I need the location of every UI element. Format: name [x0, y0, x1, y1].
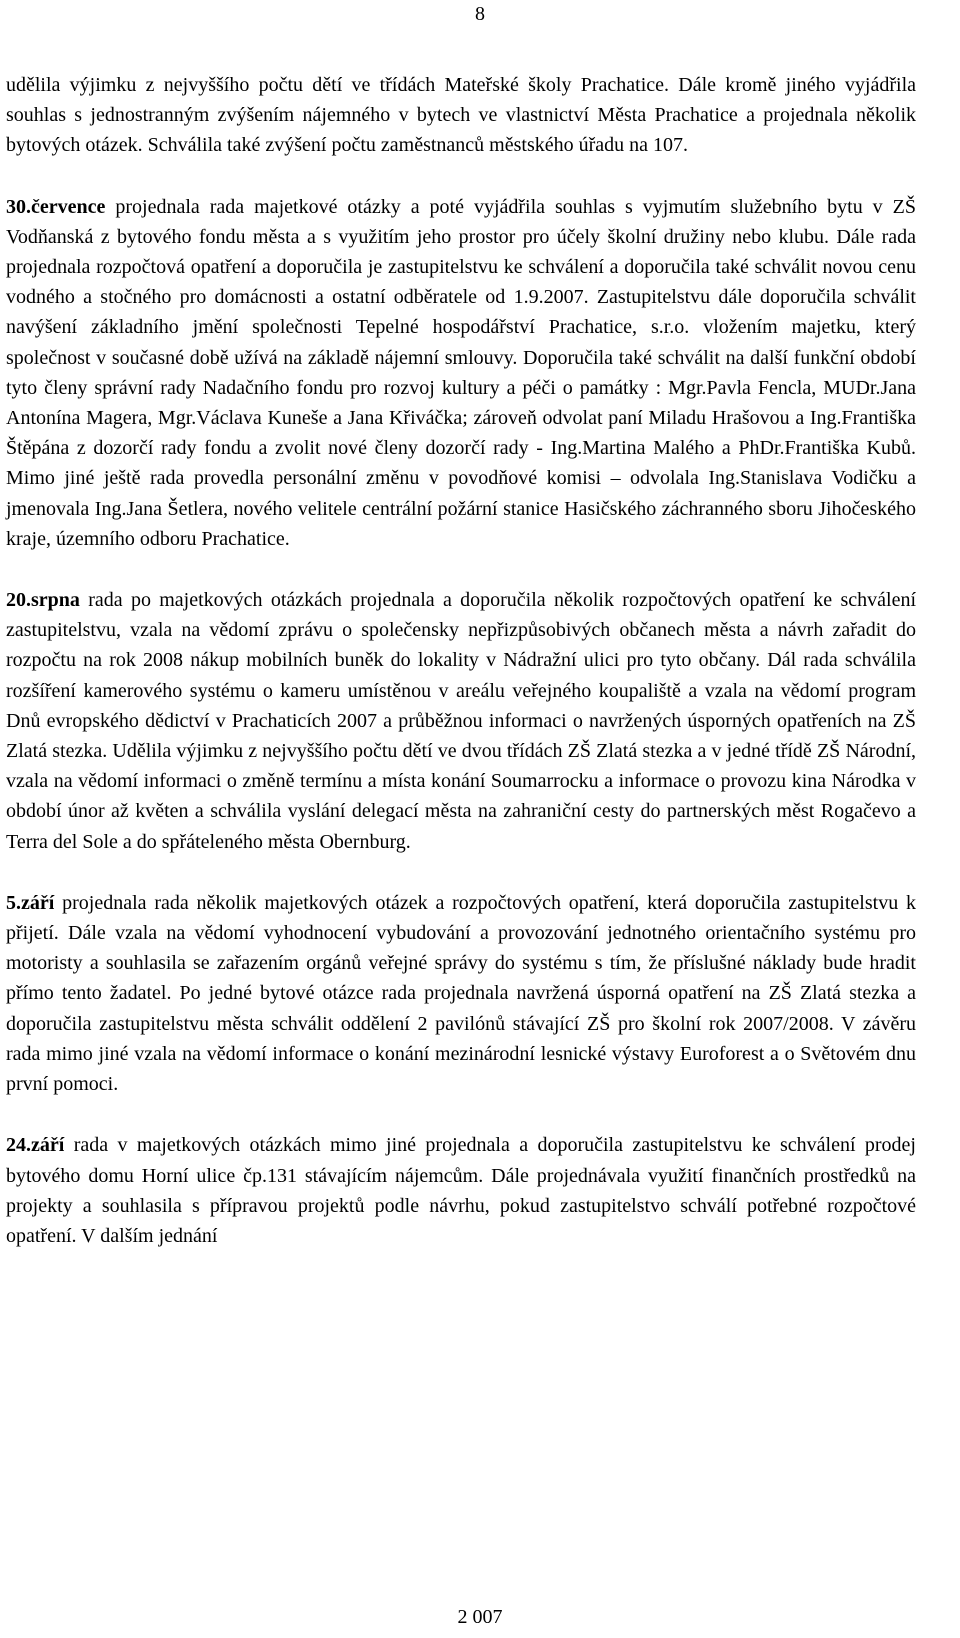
paragraph: [6, 70, 916, 161]
paragraph-date: 20.srpna: [6, 589, 80, 612]
paragraph-text: rada po majetkových otázkách projednala a doporučila několik rozpočtových opatření ke schválení zastupitelstvu, vzala na vědomí zprávu o společensky nepřizpůsobivých občanech města a návrh zařadit do rozpočtu na rok 2008 nákup mobilních buněk do lokality v Nádražní ulici pro tyto občany. Dál rada schválila rozšíření kamerového systému o kameru umístěnou v areálu veřejného koupaliště a vzala na vědomí program Dnů evropského dědictví v Prachaticích 2007 a průběžnou informaci o navržených úsporných opatřeních na ZŠ Zlatá stezka. Udělila výjimku z nejvyššího počtu dětí ve dvou třídách ZŠ Zlatá stezka a v jedné třídě ZŠ Národní, vzala na vědomí informaci o změně termínu a místa konání Soumarrocku a informace o provozu kina Národka v období únor až květen a schválila vyslání delegací města na zahraniční cesty do partnerských měst Rogačevo a Terra del Sole a do spřáteleného města Obernburg.: [6, 589, 916, 853]
document-body: [6, 70, 916, 1282]
paragraph-text: projednala rada několik majetkových otázek a rozpočtových opatření, která doporučila zastupitelstvu k přijetí. Dále vzala na vědomí vyhodnocení vybudování a provozování jednotného orientačního systému pro motoristy a souhlasila se zařazením orgánů veřejné správy do systému s tím, že příslušné náklady bude hradit přímo tento žadatel. Po jedné bytové otázce rada projednala navržená úsporná opatření na ZŠ Zlatá stezka a doporučila zastupitelstvu města schválit oddělení 2 pavilónů stávající ZŠ pro školní rok 2007/2008. V závěru rada mimo jiné vzala na vědomí informace o konání mezinárodní lesnické výstavy Euroforest a o Světovém dnu první pomoci.: [6, 891, 916, 1096]
paragraph-date: 24.září: [6, 1134, 65, 1157]
paragraph-date: 30.července: [6, 195, 106, 218]
paragraph: [6, 1130, 916, 1251]
paragraph-text: projednala rada majetkové otázky a poté vyjádřila souhlas s vyjmutím služebního bytu v ZŠ Vodňanská z bytového fondu města a s využitím jeho prostor pro účely školní družiny nebo klubu. Dále rada projednala rozpočtová opatření a doporučila je zastupitelstvu ke schválení a doporučila také schválit novou cenu vodného a stočného pro domácnosti a ostatní odběratele od 1.9.2007. Zastupitelstvu dále doporučila schválit navýšení základního jmění společnosti Tepelné hospodářství Prachatice, s.r.o. vložením majetku, který společnost v současné době užívá na základě nájemní smlouvy. Doporučila také schválit na další funkční období tyto členy správní rady Nadačního fondu pro rozvoj kultury a péči o památky : Mgr.Pavla Fencla, MUDr.Jana Antonína Magera, Mgr.Václava Kuneše a Jana Křiváčka; zároveň odvolat paní Miladu Hrašovou a Ing.Františka Štěpána z dozorčí rady fondu a zvolit nové členy dozorčí rady - Ing.Martina Malého a PhDr.Františka Kubů. Mimo jiné ještě rada provedla personální změnu v povodňové komisi – odvolala Ing.Stanislava Vodičku a jmenovala Ing.Jana Šetlera, nového velitele centrální požární stanice Hasičského záchranného sboru Jihočeského kraje, územního odboru Prachatice.: [6, 195, 916, 550]
page-footer: 2 007: [457, 1606, 503, 1628]
paragraph-text: udělila výjimku z nejvyššího počtu dětí ve třídách Mateřské školy Prachatice. Dále kromě jiného vyjádřila souhlas s jednostranným zvýšením nájemného v bytech ve vlastnictví Města Prachatice a projednala několik bytových otázek. Schválila také zvýšení počtu zaměstnanců městského úřadu na 107.: [6, 74, 916, 157]
paragraph-date: 5.září: [6, 891, 55, 914]
page-number: 8: [475, 3, 485, 25]
paragraph: [6, 888, 916, 1099]
paragraph-text: rada v majetkových otázkách mimo jiné projednala a doporučila zastupitelstvu ke schválení prodej bytového domu Horní ulice čp.131 stávajícím nájemcům. Dále projednávala využití finančních prostředků na projekty a souhlasila s přípravou projektů podle návrhu, pokud zastupitelstvo schválí potřebné rozpočtové opatření. V dalším jednání: [6, 1134, 916, 1247]
paragraph: [6, 192, 916, 554]
paragraph: [6, 585, 916, 857]
